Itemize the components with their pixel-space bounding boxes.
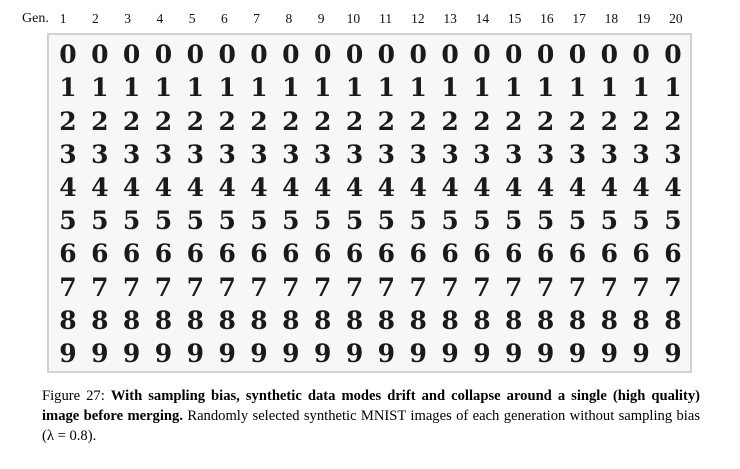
generation-number: 12 bbox=[411, 11, 425, 26]
digit-sample: 9 bbox=[282, 338, 300, 368]
digit-sample: 1 bbox=[59, 73, 77, 103]
digit-sample: 8 bbox=[59, 305, 77, 335]
digit-sample: 2 bbox=[122, 106, 141, 136]
digit-sample: 1 bbox=[473, 73, 491, 103]
digit-sample: 3 bbox=[409, 139, 427, 169]
digit-sample: 7 bbox=[536, 272, 555, 302]
digit-sample: 5 bbox=[409, 206, 427, 236]
digit-sample: 7 bbox=[345, 272, 364, 302]
digit-sample: 0 bbox=[473, 40, 491, 70]
digit-sample: 0 bbox=[122, 40, 141, 70]
digit-sample: 4 bbox=[250, 172, 268, 202]
digit-sample: 1 bbox=[568, 73, 587, 103]
generation-number: 19 bbox=[636, 11, 651, 26]
digit-sample: 1 bbox=[505, 73, 523, 103]
digit-sample: 4 bbox=[154, 172, 173, 202]
digit-sample: 0 bbox=[313, 40, 332, 70]
digit-sample: 7 bbox=[282, 272, 300, 302]
digit-sample: 0 bbox=[345, 40, 364, 70]
figure-number: Figure 27: bbox=[42, 388, 105, 404]
digit-sample: 7 bbox=[377, 272, 396, 302]
digit-sample: 0 bbox=[664, 40, 682, 70]
digit-sample: 0 bbox=[282, 40, 300, 70]
digit-sample: 4 bbox=[91, 172, 109, 202]
digit-sample: 7 bbox=[122, 272, 141, 302]
digit-sample: 9 bbox=[59, 338, 77, 368]
digit-sample: 2 bbox=[505, 106, 523, 136]
digit-sample: 5 bbox=[91, 206, 109, 236]
digit-sample: 3 bbox=[505, 139, 523, 169]
digit-sample: 2 bbox=[664, 106, 682, 136]
digit-sample: 7 bbox=[409, 272, 427, 302]
digit-sample: 2 bbox=[600, 106, 618, 136]
digit-sample: 2 bbox=[250, 106, 268, 136]
generation-number: 6 bbox=[221, 11, 228, 26]
digit-sample: 7 bbox=[664, 272, 682, 302]
digit-sample: 5 bbox=[505, 206, 523, 236]
digit-sample: 0 bbox=[186, 40, 204, 70]
digit-sample: 9 bbox=[250, 338, 268, 368]
digit-sample: 5 bbox=[664, 206, 682, 236]
digit-sample: 3 bbox=[313, 139, 332, 169]
digit-sample: 4 bbox=[282, 172, 300, 202]
digit-sample: 9 bbox=[409, 338, 427, 368]
digit-sample: 4 bbox=[473, 172, 491, 202]
digit-sample: 8 bbox=[473, 305, 491, 335]
digit-sample: 2 bbox=[568, 106, 587, 136]
digit-sample: 2 bbox=[441, 106, 459, 136]
digit-sample: 9 bbox=[91, 338, 109, 368]
digit-sample: 7 bbox=[632, 272, 650, 302]
digit-sample: 6 bbox=[154, 239, 173, 269]
digit-sample: 3 bbox=[218, 139, 236, 169]
digit-row bbox=[52, 71, 689, 104]
mnist-grid-panel bbox=[47, 33, 692, 373]
digit-sample: 6 bbox=[632, 239, 650, 269]
digit-sample: 8 bbox=[505, 305, 523, 335]
digit-sample: 7 bbox=[600, 272, 618, 302]
digit-sample: 4 bbox=[568, 172, 587, 202]
generation-number: 18 bbox=[604, 11, 619, 26]
digit-sample: 9 bbox=[600, 338, 618, 368]
digit-sample: 2 bbox=[186, 106, 204, 136]
generation-number-list bbox=[47, 11, 692, 27]
digit-sample: 4 bbox=[377, 172, 396, 202]
digit-sample: 9 bbox=[568, 338, 587, 368]
digit-sample: 9 bbox=[632, 338, 650, 368]
digit-sample: 1 bbox=[664, 73, 682, 103]
digit-sample: 5 bbox=[313, 206, 332, 236]
generation-number: 1 bbox=[59, 11, 67, 26]
digit-sample: 7 bbox=[59, 272, 77, 302]
generation-number: 4 bbox=[156, 11, 164, 26]
digit-sample: 0 bbox=[377, 40, 396, 70]
digit-sample: 7 bbox=[441, 272, 459, 302]
digit-sample: 6 bbox=[568, 239, 587, 269]
digit-sample: 8 bbox=[600, 305, 618, 335]
digit-sample: 9 bbox=[218, 338, 236, 368]
generation-number: 13 bbox=[443, 11, 457, 26]
digit-sample: 6 bbox=[536, 239, 555, 269]
generation-number: 17 bbox=[572, 11, 586, 26]
digit-sample: 9 bbox=[377, 338, 396, 368]
digit-sample: 4 bbox=[218, 172, 236, 202]
digit-sample: 8 bbox=[568, 305, 587, 335]
digit-sample: 8 bbox=[632, 305, 650, 335]
digit-sample: 5 bbox=[250, 206, 268, 236]
digit-sample: 9 bbox=[536, 338, 555, 368]
digit-sample: 6 bbox=[664, 239, 682, 269]
digit-sample: 7 bbox=[505, 272, 523, 302]
generation-axis-label: Gen. bbox=[22, 11, 49, 26]
digit-sample: 8 bbox=[409, 305, 427, 335]
digit-sample: 2 bbox=[473, 106, 491, 136]
generation-number: 7 bbox=[253, 11, 260, 26]
digit-sample: 0 bbox=[568, 40, 587, 70]
digit-sample: 7 bbox=[250, 272, 268, 302]
digit-sample: 1 bbox=[632, 73, 650, 103]
digit-sample: 4 bbox=[122, 172, 141, 202]
digit-sample: 7 bbox=[91, 272, 109, 302]
digit-sample: 0 bbox=[409, 40, 427, 70]
digit-sample: 3 bbox=[377, 139, 396, 169]
digit-sample: 8 bbox=[345, 305, 364, 335]
digit-sample: 5 bbox=[59, 206, 77, 236]
digit-sample: 9 bbox=[473, 338, 491, 368]
caption-body-text: Randomly selected synthetic MNIST images of each generation without sampling bias (λ = 0.8). bbox=[42, 408, 700, 445]
digit-sample: 1 bbox=[313, 73, 332, 103]
digit-sample: 5 bbox=[218, 206, 236, 236]
digit-sample: 6 bbox=[473, 239, 491, 269]
digit-sample: 8 bbox=[154, 305, 173, 335]
digit-sample: 8 bbox=[250, 305, 268, 335]
digit-sample: 4 bbox=[345, 172, 364, 202]
digit-sample: 9 bbox=[122, 338, 141, 368]
digit-sample: 6 bbox=[600, 239, 618, 269]
digit-sample: 0 bbox=[536, 40, 555, 70]
digit-sample: 1 bbox=[377, 73, 396, 103]
digit-sample: 5 bbox=[536, 206, 555, 236]
digit-sample: 3 bbox=[154, 139, 173, 169]
digit-sample: 3 bbox=[250, 139, 268, 169]
digit-sample: 1 bbox=[122, 73, 141, 103]
digit-sample: 8 bbox=[91, 305, 109, 335]
digit-sample: 2 bbox=[377, 106, 396, 136]
digit-sample: 3 bbox=[186, 139, 204, 169]
generation-number: 15 bbox=[507, 11, 522, 26]
digit-sample: 0 bbox=[632, 40, 650, 70]
digit-sample: 3 bbox=[91, 139, 109, 169]
digit-sample: 0 bbox=[441, 40, 459, 70]
digit-sample: 6 bbox=[122, 239, 141, 269]
digit-sample: 4 bbox=[600, 172, 618, 202]
digit-sample: 2 bbox=[632, 106, 650, 136]
digit-sample: 5 bbox=[568, 206, 587, 236]
digit-sample: 9 bbox=[345, 338, 364, 368]
digit-row bbox=[52, 38, 689, 71]
digit-sample: 9 bbox=[441, 338, 459, 368]
generation-number: 20 bbox=[669, 11, 683, 26]
digit-sample: 4 bbox=[313, 172, 332, 202]
digit-row bbox=[52, 104, 689, 137]
digit-sample: 1 bbox=[441, 73, 459, 103]
digit-sample: 3 bbox=[122, 139, 141, 169]
digit-sample: 6 bbox=[345, 239, 364, 269]
digit-sample: 2 bbox=[91, 106, 109, 136]
digit-sample: 2 bbox=[218, 106, 236, 136]
digit-sample: 5 bbox=[473, 206, 491, 236]
digit-sample: 5 bbox=[154, 206, 173, 236]
digit-sample: 9 bbox=[505, 338, 523, 368]
figure-caption bbox=[42, 386, 700, 446]
digit-sample: 9 bbox=[154, 338, 173, 368]
digit-sample: 0 bbox=[505, 40, 523, 70]
digit-sample: 6 bbox=[313, 239, 332, 269]
generation-number: 14 bbox=[475, 11, 490, 26]
digit-row bbox=[52, 204, 689, 237]
digit-sample: 3 bbox=[59, 139, 77, 169]
digit-row bbox=[52, 237, 689, 270]
generation-number: 8 bbox=[285, 11, 293, 26]
digit-sample: 8 bbox=[186, 305, 204, 335]
digit-sample: 8 bbox=[536, 305, 555, 335]
digit-sample: 6 bbox=[186, 239, 204, 269]
digit-sample: 9 bbox=[186, 338, 204, 368]
digit-sample: 6 bbox=[505, 239, 523, 269]
digit-row bbox=[52, 304, 689, 337]
digit-grid bbox=[52, 38, 689, 370]
digit-sample: 4 bbox=[441, 172, 459, 202]
generation-number: 11 bbox=[379, 11, 393, 26]
digit-sample: 8 bbox=[441, 305, 459, 335]
caption-bold-text: With sampling bias, synthetic data modes drift and collapse around a single (high quality) image before merging. bbox=[42, 388, 701, 425]
digit-sample: 5 bbox=[282, 206, 300, 236]
digit-row bbox=[52, 337, 689, 370]
digit-row bbox=[52, 138, 689, 171]
digit-sample: 2 bbox=[409, 106, 427, 136]
digit-row bbox=[52, 270, 689, 303]
digit-sample: 7 bbox=[313, 272, 332, 302]
digit-sample: 1 bbox=[154, 73, 173, 103]
digit-sample: 4 bbox=[186, 172, 204, 202]
digit-sample: 1 bbox=[250, 73, 268, 103]
digit-sample: 9 bbox=[664, 338, 682, 368]
digit-sample: 5 bbox=[186, 206, 204, 236]
digit-sample: 0 bbox=[91, 40, 109, 70]
generation-number: 3 bbox=[124, 11, 131, 26]
digit-sample: 2 bbox=[536, 106, 555, 136]
digit-sample: 7 bbox=[218, 272, 236, 302]
generation-number: 9 bbox=[317, 11, 325, 26]
digit-sample: 5 bbox=[345, 206, 364, 236]
digit-sample: 1 bbox=[409, 73, 427, 103]
digit-sample: 8 bbox=[377, 305, 396, 335]
digit-sample: 1 bbox=[345, 73, 364, 103]
digit-sample: 5 bbox=[632, 206, 650, 236]
digit-sample: 8 bbox=[313, 305, 332, 335]
digit-sample: 3 bbox=[664, 139, 682, 169]
digit-sample: 3 bbox=[345, 139, 364, 169]
generation-number: 10 bbox=[346, 11, 361, 26]
digit-sample: 2 bbox=[345, 106, 364, 136]
digit-sample: 6 bbox=[250, 239, 268, 269]
digit-sample: 4 bbox=[59, 172, 77, 202]
digit-sample: 5 bbox=[122, 206, 141, 236]
digit-sample: 2 bbox=[313, 106, 332, 136]
digit-sample: 0 bbox=[59, 40, 77, 70]
digit-sample: 6 bbox=[218, 239, 236, 269]
digit-sample: 7 bbox=[186, 272, 204, 302]
digit-sample: 3 bbox=[600, 139, 618, 169]
digit-sample: 8 bbox=[218, 305, 236, 335]
digit-sample: 2 bbox=[282, 106, 300, 136]
digit-sample: 4 bbox=[632, 172, 650, 202]
generation-header bbox=[0, 10, 740, 32]
digit-sample: 6 bbox=[282, 239, 300, 269]
digit-sample: 5 bbox=[600, 206, 618, 236]
digit-sample: 2 bbox=[59, 106, 77, 136]
digit-sample: 7 bbox=[473, 272, 491, 302]
digit-sample: 1 bbox=[282, 73, 300, 103]
digit-sample: 3 bbox=[282, 139, 300, 169]
digit-sample: 0 bbox=[154, 40, 173, 70]
digit-sample: 0 bbox=[218, 40, 236, 70]
digit-sample: 8 bbox=[664, 305, 682, 335]
digit-sample: 1 bbox=[218, 73, 236, 103]
generation-number: 2 bbox=[92, 11, 99, 26]
digit-sample: 6 bbox=[59, 239, 77, 269]
digit-sample: 4 bbox=[505, 172, 523, 202]
digit-sample: 3 bbox=[568, 139, 587, 169]
digit-sample: 0 bbox=[250, 40, 268, 70]
digit-sample: 3 bbox=[632, 139, 650, 169]
digit-sample: 5 bbox=[377, 206, 396, 236]
digit-sample: 5 bbox=[441, 206, 459, 236]
digit-sample: 4 bbox=[409, 172, 427, 202]
digit-sample: 1 bbox=[600, 73, 618, 103]
digit-sample: 8 bbox=[282, 305, 300, 335]
digit-sample: 9 bbox=[313, 338, 332, 368]
digit-sample: 3 bbox=[473, 139, 491, 169]
digit-sample: 6 bbox=[409, 239, 427, 269]
digit-sample: 3 bbox=[441, 139, 459, 169]
generation-number: 16 bbox=[540, 11, 554, 26]
digit-sample: 4 bbox=[536, 172, 555, 202]
digit-sample: 1 bbox=[186, 73, 204, 103]
digit-sample: 7 bbox=[568, 272, 587, 302]
digit-row bbox=[52, 171, 689, 204]
digit-sample: 0 bbox=[600, 40, 618, 70]
digit-sample: 3 bbox=[536, 139, 555, 169]
generation-number: 5 bbox=[188, 11, 196, 26]
digit-sample: 1 bbox=[536, 73, 555, 103]
digit-sample: 1 bbox=[91, 73, 109, 103]
digit-sample: 7 bbox=[154, 272, 173, 302]
digit-sample: 6 bbox=[441, 239, 459, 269]
digit-sample: 6 bbox=[91, 239, 109, 269]
digit-sample: 2 bbox=[154, 106, 173, 136]
digit-sample: 6 bbox=[377, 239, 396, 269]
digit-sample: 4 bbox=[664, 172, 682, 202]
digit-sample: 8 bbox=[122, 305, 141, 335]
